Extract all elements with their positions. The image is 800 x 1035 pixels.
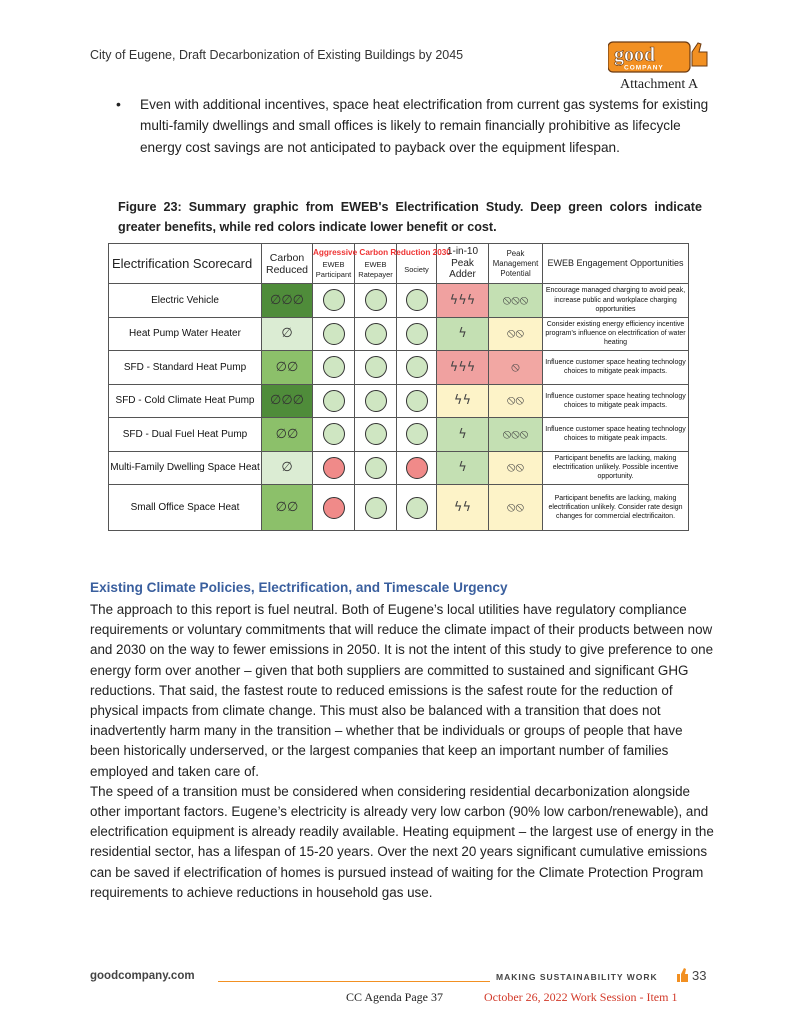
row-label: SFD - Cold Climate Heat Pump	[109, 384, 262, 418]
col-group-aggressive: Aggressive Carbon Reduction 2030	[313, 247, 451, 257]
battery-icon: ⦸⦸⦸	[489, 418, 543, 452]
participant-circle-icon	[323, 423, 345, 445]
logo-subtext: COMPANY	[624, 64, 664, 72]
body-text	[90, 600, 714, 903]
col-society: Society	[397, 244, 437, 284]
attachment-label: Attachment A	[620, 77, 699, 92]
table-row	[109, 284, 689, 318]
ratepayer-circle-icon	[365, 390, 387, 412]
society-circle-icon	[406, 390, 428, 412]
engagement-text: Influence customer space heating technology choices to mitigate peak impacts.	[543, 351, 689, 385]
battery-icon: ⦸	[489, 351, 543, 385]
agenda-page: CC Agenda Page 37	[346, 990, 443, 1004]
row-label: SFD - Standard Heat Pump	[109, 351, 262, 385]
footer-divider	[218, 981, 490, 982]
carbon-leaf-icon: ∅∅	[262, 485, 313, 531]
col-eweb-participant: Aggressive Carbon Reduction 2030 EWEB Participant	[313, 244, 355, 284]
scorecard-title: Electrification Scorecard	[109, 244, 262, 284]
ratepayer-circle-icon	[365, 497, 387, 519]
document-header-title: City of Eugene, Draft Decarbonization of Existing Buildings by 2045	[90, 48, 464, 62]
peak-bolt-icon: ϟ	[437, 317, 489, 351]
carbon-leaf-icon: ∅∅	[262, 418, 313, 452]
table-row	[109, 485, 689, 531]
section-heading: Existing Climate Policies, Electrification, and Timescale Urgency	[90, 580, 508, 595]
battery-icon: ⦸⦸	[489, 485, 543, 531]
row-label: Small Office Space Heat	[109, 485, 262, 531]
engagement-text: Influence customer space heating technology choices to mitigate peak impacts.	[543, 418, 689, 452]
table-row	[109, 418, 689, 452]
society-circle-icon	[406, 356, 428, 378]
carbon-leaf-icon: ∅∅∅	[262, 384, 313, 418]
battery-icon: ⦸⦸⦸	[489, 284, 543, 318]
col-carbon-reduced: Carbon Reduced	[262, 244, 313, 284]
col-peak-adder: 1-in-10 Peak Adder	[437, 244, 489, 284]
peak-bolt-icon: ϟ	[437, 418, 489, 452]
table-row	[109, 351, 689, 385]
ratepayer-circle-icon	[365, 356, 387, 378]
carbon-leaf-icon: ∅∅	[262, 351, 313, 385]
ratepayer-circle-icon	[365, 323, 387, 345]
society-circle-icon	[406, 289, 428, 311]
engagement-text: Encourage managed charging to avoid peak, increase public and workplace charging opportunities	[543, 284, 689, 318]
society-circle-icon	[406, 323, 428, 345]
row-label: Multi-Family Dwelling Space Heat	[109, 451, 262, 485]
row-label: SFD - Dual Fuel Heat Pump	[109, 418, 262, 452]
ratepayer-circle-icon	[365, 289, 387, 311]
carbon-leaf-icon: ∅	[262, 451, 313, 485]
work-session-label: October 26, 2022 Work Session - Item 1	[484, 990, 678, 1004]
carbon-leaf-icon: ∅	[262, 317, 313, 351]
good-company-logo	[608, 38, 708, 74]
page-number: 33	[692, 968, 707, 983]
bullet-item	[116, 94, 710, 158]
footer-tagline: MAKING SUSTAINABILITY WORK	[496, 972, 658, 982]
society-circle-icon	[406, 423, 428, 445]
col-peak-management: Peak Management Potential	[489, 244, 543, 284]
col-engagement-opportunities: EWEB Engagement Opportunities	[543, 244, 689, 284]
paragraph: The speed of a transition must be considered when considering residential decarbonization alongside other important factors. Eugene’s electricity is already very low carbon (90% low carbon/renewable), and electrification equipment is already readily available. Heating equipment – the largest use of energy in the residential sector, has a lifespan of 15-20 years. Over the next 20 years significant cumulative emissions can be saved if electrification of homes is pursued instead of waiting for the Climate Protection Program requirements to achieve reductions in household gas use.	[90, 783, 714, 900]
engagement-text: Consider existing energy efficiency incentive program's influence on electrification of water heating	[543, 317, 689, 351]
thumbs-up-icon	[676, 968, 688, 982]
battery-icon: ⦸⦸	[489, 451, 543, 485]
peak-bolt-icon: ϟϟ	[437, 384, 489, 418]
engagement-text: Participant benefits are lacking, making electrification unlikely. Possible incentive opportunity.	[543, 451, 689, 485]
row-label: Electric Vehicle	[109, 284, 262, 318]
engagement-text: Influence customer space heating technology choices to mitigate peak impacts.	[543, 384, 689, 418]
table-header-row	[109, 244, 689, 284]
table-row	[109, 451, 689, 485]
table-row	[109, 384, 689, 418]
paragraph: The approach to this report is fuel neutral. Both of Eugene’s local utilities have regulatory compliance requirements or voluntary commitments that will reduce the climate impact of their products between now and 2030 on the way to fewer emissions in 2050. It is not the intent of this study to give preference to one energy form over another – given that both suppliers are committed to sustained and significant GHG reductions. That said, the fastest route to reduced emissions is the safest route for the reduction of physical impacts from climate change. This must also be balanced with a transition that does not inadvertently harm many in the transition – whether that be individuals or groups of people that have been historically underserved, or the largest companies that keep an important number of families employed and taken care of.	[90, 602, 714, 779]
peak-bolt-icon: ϟ	[437, 451, 489, 485]
peak-bolt-icon: ϟϟϟ	[437, 351, 489, 385]
society-circle-icon	[406, 457, 428, 479]
ratepayer-circle-icon	[365, 457, 387, 479]
footer-site: goodcompany.com	[90, 970, 195, 982]
participant-circle-icon	[323, 356, 345, 378]
society-circle-icon	[406, 497, 428, 519]
col-eweb-ratepayer: EWEB Ratepayer	[355, 244, 397, 284]
peak-bolt-icon: ϟϟ	[437, 485, 489, 531]
battery-icon: ⦸⦸	[489, 317, 543, 351]
participant-circle-icon	[323, 323, 345, 345]
engagement-text: Participant benefits are lacking, making electrification unlikely. Consider rate design changes for commercial electrificaiton.	[543, 485, 689, 531]
electrification-scorecard-table	[108, 243, 689, 531]
participant-circle-icon	[323, 390, 345, 412]
participant-circle-icon	[323, 457, 345, 479]
ratepayer-circle-icon	[365, 423, 387, 445]
bullet-icon: •	[116, 96, 121, 112]
table-row	[109, 317, 689, 351]
participant-circle-icon	[323, 289, 345, 311]
row-label: Heat Pump Water Heater	[109, 317, 262, 351]
participant-circle-icon	[323, 497, 345, 519]
bullet-text: Even with additional incentives, space heat electrification from current gas systems for existing multi-family dwellings and small offices is likely to remain financially prohibitive as lifecycle energy cost savings are not anticipated to payback over the equipment lifespan.	[140, 97, 709, 155]
carbon-leaf-icon: ∅∅∅	[262, 284, 313, 318]
peak-bolt-icon: ϟϟϟ	[437, 284, 489, 318]
battery-icon: ⦸⦸	[489, 384, 543, 418]
logo-text: good	[614, 44, 656, 66]
figure-caption: Figure 23: Summary graphic from EWEB's Electrification Study. Deep green colors indicate greater benefits, while red colors indicate lower benefit or cost.	[118, 200, 702, 234]
